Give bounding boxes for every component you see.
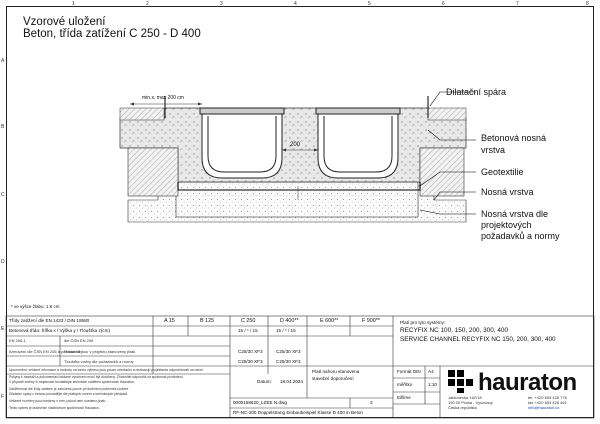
border-mark-top-8: 8 <box>586 1 589 7</box>
company-fax: fax +420 653 428 461 <box>528 400 567 405</box>
valid-for-service-channel: SERVICE CHANNEL RECYFIX NC 150, 200, 300, 400 <box>400 336 556 343</box>
valid-for-label: Platí pro tyto systémy: <box>400 320 446 325</box>
dimension-min-max: min.x, max 200 cm <box>142 95 184 101</box>
border-mark-top-2: 2 <box>146 1 149 7</box>
desc-line2: stavební doporučení <box>312 376 354 381</box>
address-line3: Česká republika <box>448 405 477 410</box>
class-a15: A 15 <box>164 318 175 324</box>
border-mark-top-4: 4 <box>294 1 297 7</box>
label-nosna-vrstva: Nosná vrstva <box>481 187 534 197</box>
border-mark-top-5: 5 <box>368 1 371 7</box>
date-label: Datum: <box>257 379 272 384</box>
row5-value-d400: C25/30 XF3 <box>276 359 301 364</box>
classes-header: Třídy zatížení dle EN 1433 / DIN 19580 <box>9 318 90 323</box>
row4-value-c250: C25/30 XF3 <box>238 349 263 354</box>
company-phone: tel. +420 653 428 776 <box>528 395 567 400</box>
warning-2: Pokyny k montáži a dokumentaci dodané výrobcem musí být dodrženy. Zhotovitel odpovídá za správnost provedení. <box>9 375 184 379</box>
label-nosna-dle-2: projektových <box>481 220 532 230</box>
row2-value-d400: 15 / * / 15 <box>276 328 296 333</box>
warning-3: V případě změny či nejasností kontaktujte technické oddělení společnosti Hauraton. <box>9 380 135 384</box>
border-mark-side-f: F <box>1 394 5 400</box>
border-mark-side-d: D <box>1 259 5 265</box>
scale-label: měřítko <box>397 382 413 387</box>
border-mark-top-6: 6 <box>442 1 445 7</box>
format-value: A4 <box>428 369 434 374</box>
valid-for-recyfix: RECYFIX NC 100, 150, 200, 300, 400 <box>400 327 508 334</box>
address-line2: 190 00 Praha - Vysočany <box>448 400 493 405</box>
warning-4: Zatížitelnost dle třídy zatížení je zaručena pouze při dodržení podmínek uložení. <box>9 387 130 391</box>
warning-7: Tento výkres je duševním vlastnictvím společnosti Hauraton. <box>9 406 100 410</box>
dimension-200: 200 <box>290 142 301 148</box>
drawing-number: 0000158620_LZEE N.dwg <box>233 400 287 405</box>
drawing-title-line2: Beton, třída zatížení C 250 - D 400 <box>23 28 201 40</box>
sheet-label: Eifilme <box>397 395 411 400</box>
row3-norm: EN 206-1 <box>9 338 26 343</box>
company-logo-text: hauraton <box>478 369 577 396</box>
warning-5: Dilatační spáry v betonu provádějte dle platných norem a technických předpisů. <box>9 392 129 396</box>
border-mark-side-e: E <box>1 326 5 332</box>
label-nosna-dle-1: Nosná vrstva dle <box>481 209 549 219</box>
row4-value-d400: C25/30 XF3 <box>276 349 301 354</box>
row2-value-c250: 15 / * / 15 <box>238 328 258 333</box>
class-f900: F 900** <box>362 318 380 324</box>
scale-value: 1:10 <box>428 382 437 387</box>
border-mark-side-b: B <box>1 124 5 130</box>
desc-line1: Platí nahoru stanovena <box>312 369 360 374</box>
label-betonova-nosna: Betonová nosná <box>481 133 547 143</box>
drawing-title-line1: Vzorové uložení <box>23 16 106 28</box>
format-label: Formát DIN <box>397 369 421 374</box>
warning-1: Upozornění: veškeré informace a hodnoty na tomto výkresu jsou pouze orientační a nezbavují projektanta odpovědnosti za návrh. <box>9 368 204 372</box>
row4-mid: Pokud nejsou v projektu stanoveny jinak <box>64 349 136 354</box>
border-mark-top-7: 7 <box>516 1 519 7</box>
drawing-number-suffix: 3 <box>370 400 373 405</box>
label-betonova-vrstva: vrstva <box>481 145 506 155</box>
label-dilatacni-spara: Dilatační spára <box>446 87 507 97</box>
company-email: info@hauraton.cz <box>528 405 560 410</box>
drawing-description: RF-NC-200 Doppelstrang Einbaubeispiel Klasse D 400 in Beton <box>233 410 363 415</box>
class-e600: E 600** <box>320 318 339 324</box>
border-mark-side-c: C <box>1 192 5 198</box>
address-line1: Jablonecká 162/18 <box>448 395 482 400</box>
class-b125: B 125 <box>200 318 215 324</box>
label-nosna-dle-3: požadavků a normy <box>481 231 560 241</box>
border-mark-top-3: 3 <box>220 1 223 7</box>
row4-label: Armování dle ČSN EN 206 a požadavků <box>9 349 81 354</box>
row3-desc: dle ČSN EN 206 <box>64 338 94 343</box>
border-mark-side-a: A <box>1 58 5 64</box>
date-value: 18.04.2024 <box>280 379 303 384</box>
row5-value-c250: C25/30 XF3 <box>238 359 263 364</box>
class-c250: C 250 <box>241 318 256 324</box>
class-d400: D 400** <box>280 318 299 324</box>
footnote: * ve výšce žlabu: 1:6 cm <box>11 304 60 309</box>
hauraton-logo-mark <box>448 370 474 394</box>
row2-label: Betonová třída: Šířka x / Výška y / Tloušťka z(cm) <box>9 328 110 333</box>
label-geotextilie: Geotextilie <box>481 167 524 177</box>
border-mark-top-1: 1 <box>72 1 75 7</box>
warning-6: Veškeré rozměry jsou uvedeny v mm, pokud není uvedeno jinak. <box>9 399 107 403</box>
row5-label: Tloušťka vrstvy dle požadavků a normy <box>64 359 134 364</box>
